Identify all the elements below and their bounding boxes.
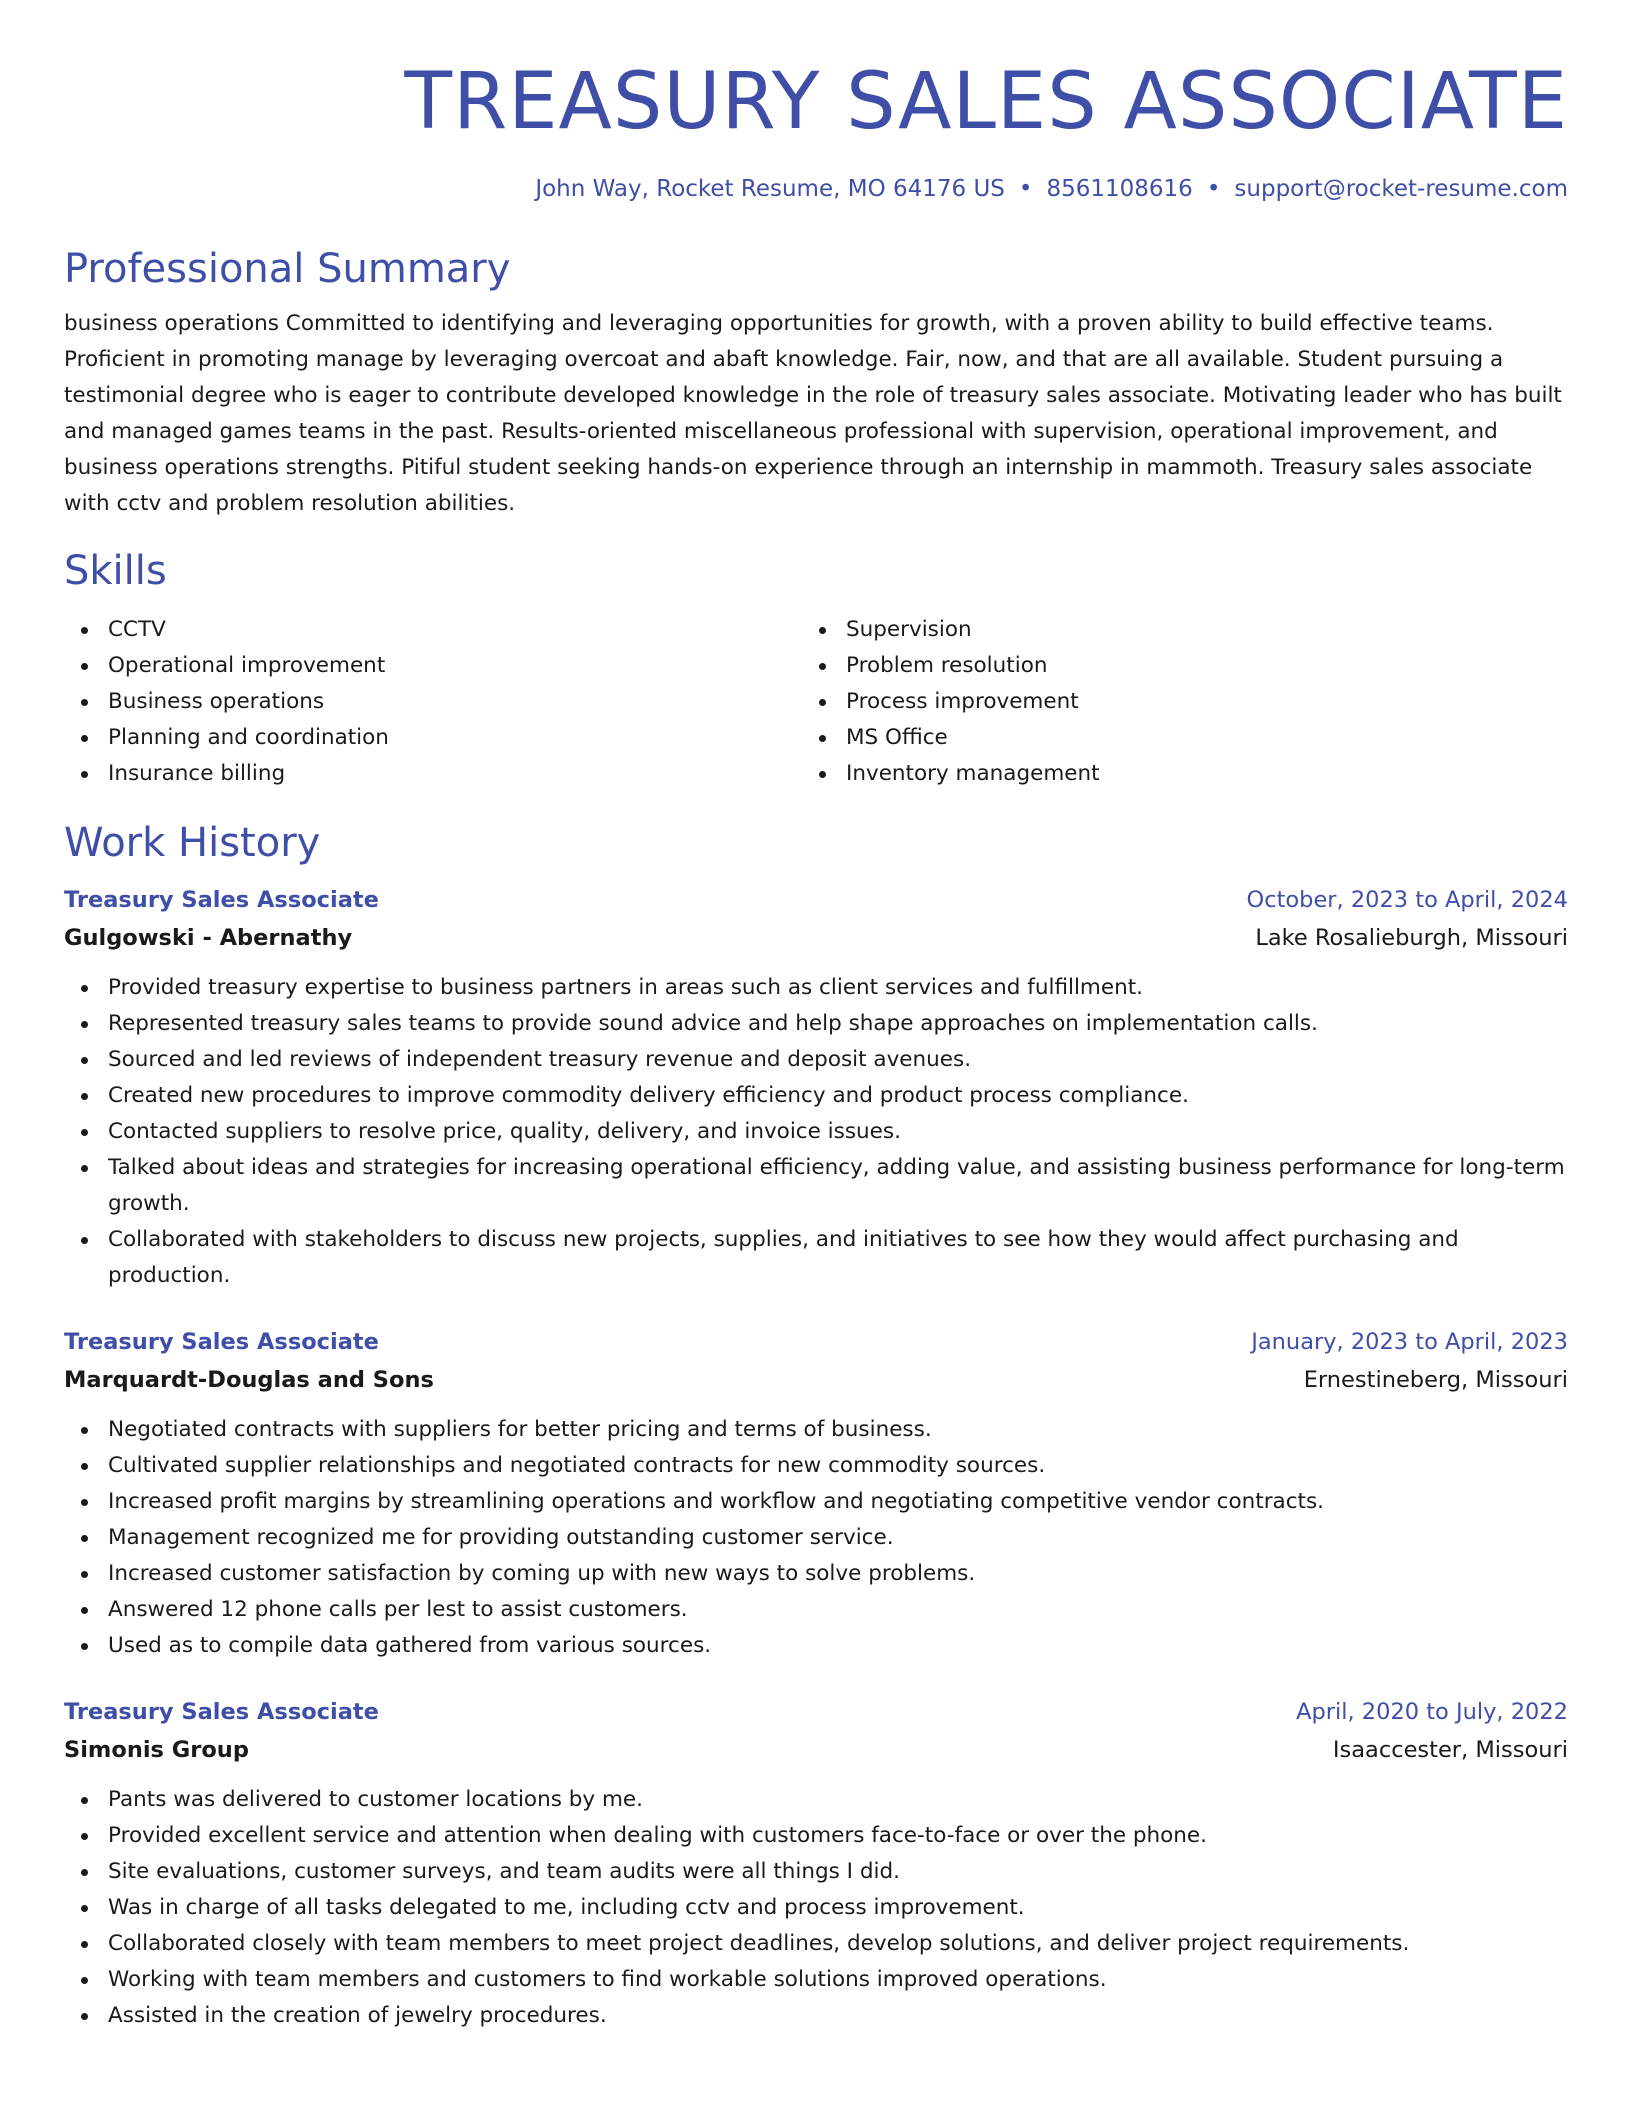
job-bullet: Cultivated supplier relationships and negotiated contracts for new commodity sources.: [108, 1448, 1568, 1484]
contact-phone: 8561108616: [1046, 176, 1193, 202]
job-dates: October, 2023 to April, 2024: [1246, 887, 1568, 913]
work-history-heading: Work History: [64, 820, 321, 866]
job-dates: April, 2020 to July, 2022: [1296, 1699, 1568, 1725]
skill-item: Process improvement: [846, 684, 1540, 720]
contact-address: John Way, Rocket Resume, MO 64176 US: [535, 176, 1005, 202]
job-company: Gulgowski - Abernathy: [64, 925, 353, 951]
skill-item: Planning and coordination: [108, 720, 802, 756]
job-company-row: [64, 1730, 1568, 1770]
job-company-row: [64, 1360, 1568, 1400]
skill-item: Supervision: [846, 612, 1540, 648]
job-dates: January, 2023 to April, 2023: [1251, 1329, 1568, 1355]
resume-header: [64, 52, 1568, 204]
contact-email: support@rocket-resume.com: [1234, 176, 1568, 202]
job-header-row: [64, 1694, 1568, 1730]
skill-item: Operational improvement: [108, 648, 802, 684]
job-company: Simonis Group: [64, 1737, 249, 1763]
job-role: Treasury Sales Associate: [64, 887, 379, 913]
job-bullet: Created new procedures to improve commodity delivery efficiency and product process compliance.: [108, 1078, 1568, 1114]
job-location: Ernestineberg, Missouri: [1303, 1367, 1568, 1393]
job-bullet: Negotiated contracts with suppliers for better pricing and terms of business.: [108, 1412, 1568, 1448]
contact-separator: •: [1206, 176, 1221, 202]
job-bullet: Was in charge of all tasks delegated to me, including cctv and process improvement.: [108, 1890, 1568, 1926]
job-location: Lake Rosalieburgh, Missouri: [1255, 925, 1568, 951]
work-history-section: [64, 818, 1568, 2034]
skill-item: Problem resolution: [846, 648, 1540, 684]
skills-grid: [64, 612, 1568, 792]
skill-item: CCTV: [108, 612, 802, 648]
job-entry: [64, 1324, 1568, 1664]
job-bullet: Used as to compile data gathered from various sources.: [108, 1628, 1568, 1664]
job-header-row: [64, 882, 1568, 918]
summary-heading: Professional Summary: [64, 246, 511, 292]
contact-line: [64, 174, 1568, 204]
contact-separator: •: [1018, 176, 1033, 202]
skills-heading: Skills: [64, 548, 167, 594]
job-entry: [64, 882, 1568, 1294]
summary-text: business operations Committed to identifying and leveraging opportunities for growth, with a proven ability to build effective teams. Proficient in promoting manage by leveraging overcoat and abaft knowledge. Fair, now, and that are all available. Student pursuing a testimonial degree who is eager to contribute developed knowledge in the role of treasury sales associate. Motivating leader who has built and managed games teams in the past. Results-oriented miscellaneous professional with supervision, operational improvement, and business operations strengths. Pitiful student seeking hands-on experience through an internship in mammoth. Treasury sales associate with cctv and problem resolution abilities.: [64, 311, 1562, 516]
skill-item: MS Office: [846, 720, 1540, 756]
skill-item: Business operations: [108, 684, 802, 720]
job-bullet: Talked about ideas and strategies for increasing operational efficiency, adding value, and assisting business performance for long-term growth.: [108, 1150, 1568, 1222]
job-header-row: [64, 1324, 1568, 1360]
job-bullets: [64, 1782, 1568, 2034]
job-bullets: [64, 970, 1568, 1294]
job-bullet: Answered 12 phone calls per lest to assist customers.: [108, 1592, 1568, 1628]
job-location: Isaaccester, Missouri: [1332, 1737, 1568, 1763]
skill-item: Insurance billing: [108, 756, 802, 792]
job-bullets: [64, 1412, 1568, 1664]
job-entry: [64, 1694, 1568, 2034]
job-bullet: Provided treasury expertise to business partners in areas such as client services and fulfillment.: [108, 970, 1568, 1006]
job-company: Marquardt-Douglas and Sons: [64, 1367, 434, 1393]
job-bullet: Collaborated closely with team members to meet project deadlines, develop solutions, and deliver project requirements.: [108, 1926, 1568, 1962]
skill-item: Inventory management: [846, 756, 1540, 792]
job-bullet: Working with team members and customers to find workable solutions improved operations.: [108, 1962, 1568, 1998]
skills-column-right: [802, 612, 1540, 792]
skills-section: [64, 546, 1568, 792]
job-bullet: Site evaluations, customer surveys, and team audits were all things I did.: [108, 1854, 1568, 1890]
job-bullet: Contacted suppliers to resolve price, quality, delivery, and invoice issues.: [108, 1114, 1568, 1150]
job-bullet: Represented treasury sales teams to provide sound advice and help shape approaches on implementation calls.: [108, 1006, 1568, 1042]
job-bullet: Increased profit margins by streamlining operations and workflow and negotiating competitive vendor contracts.: [108, 1484, 1568, 1520]
job-bullet: Management recognized me for providing outstanding customer service.: [108, 1520, 1568, 1556]
job-bullet: Assisted in the creation of jewelry procedures.: [108, 1998, 1568, 2034]
job-bullet: Collaborated with stakeholders to discuss new projects, supplies, and initiatives to see how they would affect purchasing and production.: [108, 1222, 1568, 1294]
job-bullet: Pants was delivered to customer locations by me.: [108, 1782, 1568, 1818]
job-bullet: Provided excellent service and attention when dealing with customers face-to-face or over the phone.: [108, 1818, 1568, 1854]
job-role: Treasury Sales Associate: [64, 1699, 379, 1725]
job-company-row: [64, 918, 1568, 958]
skills-column-left: [64, 612, 802, 792]
resume-title: TREASURY SALES ASSOCIATE: [404, 57, 1568, 147]
job-role: Treasury Sales Associate: [64, 1329, 379, 1355]
job-bullet: Sourced and led reviews of independent treasury revenue and deposit avenues.: [108, 1042, 1568, 1078]
job-bullet: Increased customer satisfaction by coming up with new ways to solve problems.: [108, 1556, 1568, 1592]
summary-section: [64, 244, 1568, 522]
